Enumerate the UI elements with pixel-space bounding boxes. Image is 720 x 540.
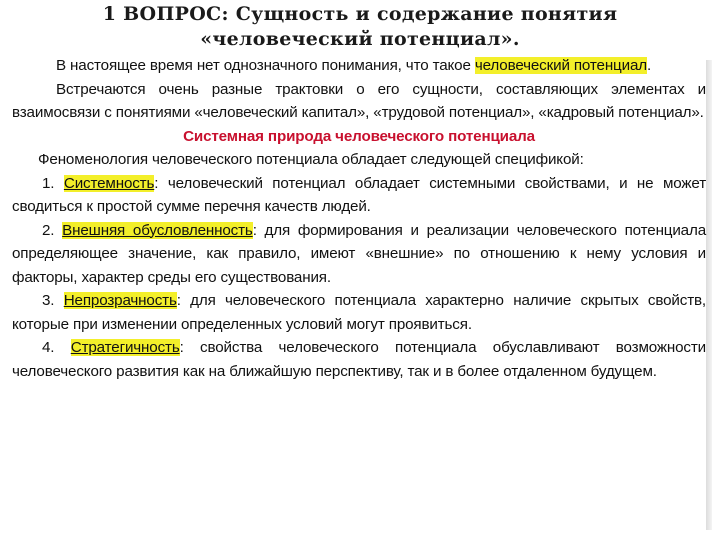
item-text: : для формирования и реализации человеческого потенциала определяющее значение, как правило, имеют «внешние» по отношению к нему условия и факторы, характер среды его существования.: [12, 221, 706, 286]
list-item: [12, 289, 706, 336]
highlight-term: человеческий потенциал: [474, 57, 647, 74]
item-term: Системность: [63, 174, 155, 192]
lead-paragraph: Феноменология человеческого потенциала обладает следующей спецификой:: [38, 151, 584, 168]
item-term: Стратегичность: [70, 339, 180, 356]
slide-title: [0, 2, 720, 52]
slide-body: [12, 54, 706, 383]
item-number: 1.: [42, 174, 64, 192]
item-number: 4.: [42, 339, 71, 356]
title-line-2: «человеческий потенциал».: [200, 28, 520, 50]
intro-text: В настоящее время нет однозначного понимания, что такое: [56, 57, 475, 74]
list-item: [12, 336, 706, 383]
item-text: : свойства человеческого потенциала обуславливают возможности человеческого развития как на ближайшую перспективу, так и в более отдаленном будущем.: [12, 339, 707, 380]
title-line-1: 1 ВОПРОС: Сущность и содержание понятия: [102, 3, 618, 25]
item-number: 3.: [42, 292, 64, 309]
intro-text-end: .: [646, 57, 652, 74]
list-item: [12, 219, 706, 290]
item-term: Непрозрачность: [63, 292, 177, 309]
item-text: : человеческий потенциал обладает системными свойствами, и не может сводиться к простой сумме перечня качеств людей.: [12, 174, 707, 215]
slide-frame-edge: [706, 60, 712, 530]
section-subheading: Системная природа человеческого потенциала: [183, 127, 535, 145]
item-text: : для человеческого потенциала характерно наличие скрытых свойств, которые при изменении определенных условий могут проявиться.: [12, 292, 706, 333]
intro-paragraph-1: [12, 54, 706, 78]
list-item: [12, 172, 706, 219]
intro-paragraph-2: Встречаются очень разные трактовки о его сущности, составляющих элементах и взаимосвязи с понятиями «человеческий капитал», «трудовой потенциал», «кадровый потенциал».: [12, 80, 706, 121]
item-term: Внешняя обусловленность: [62, 221, 253, 239]
item-number: 2.: [42, 221, 63, 239]
